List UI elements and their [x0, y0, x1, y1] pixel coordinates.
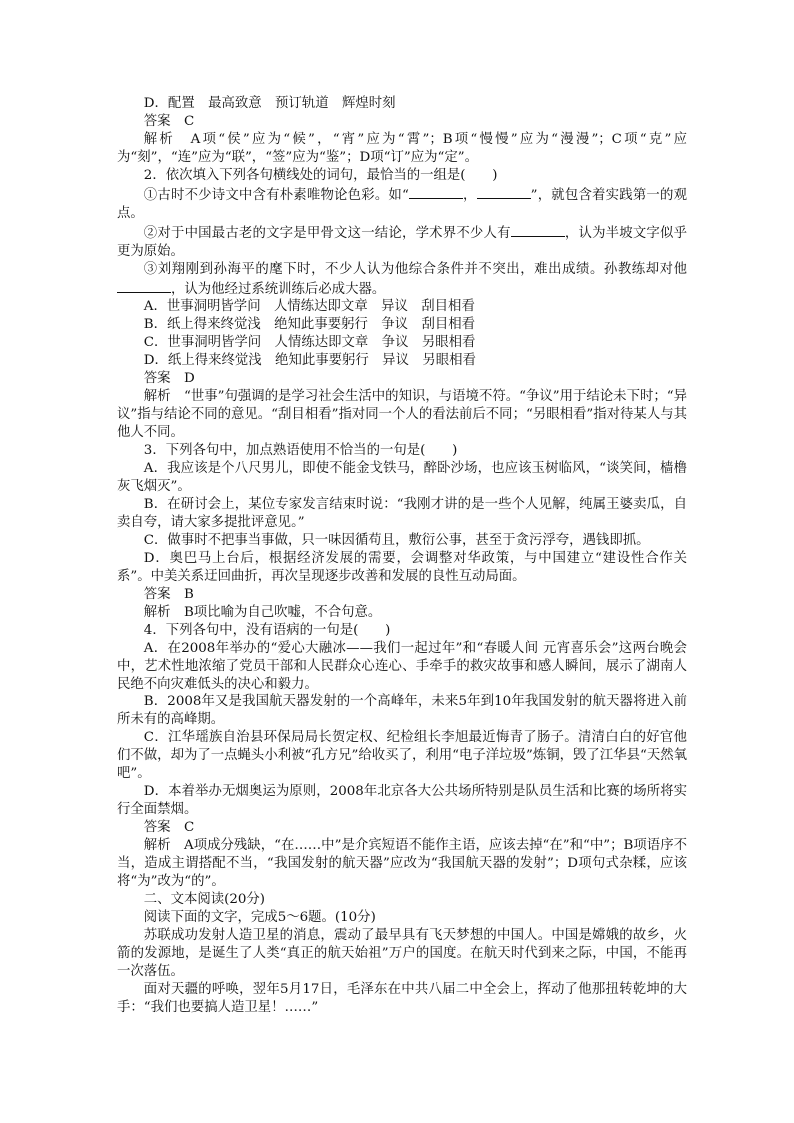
text-line-l26: 答案 C	[143, 820, 195, 836]
fill-blank-line	[409, 185, 463, 199]
text-line-l05	[117, 185, 687, 223]
text-line-l01: D．配置 最高致意 预订轨道 辉煌时刻	[143, 96, 396, 111]
text-line-l24: C．江华瑶族自治县环保局局长贺定权、纪检组长李旭最近悔青了肠子。清清白白的好官他们不做，却为了一点蝇头小利被“孔方兄”给收买了，利用“电子洋垃圾”炼铜，毁了江华县“天然氧吧”。	[117, 730, 687, 782]
text-line-l21: 4．下列各句中，没有语病的一句是( )	[143, 622, 391, 638]
text-line-l08: A．世事洞明皆学问 人情练达即文章 异议 刮目相看	[143, 299, 475, 315]
text-line-l10: C．世事洞明皆学问 人情练达即文章 争议 另眼相看	[143, 335, 476, 351]
text-line-l06	[117, 223, 687, 261]
document-page	[117, 95, 687, 1017]
text-line-l13: 解析 “世事”句强调的是学习社会生活中的知识，与语境不符。“争议”用于结论未下时；“异议”指与结论不同的意见。“刮目相看”指对同一个人的看法前后不同；“另眼相看”指对待某人与其他人不同。	[117, 389, 687, 441]
text-line-l20: 解析 B项比喻为自己吹嘘，不合句意。	[143, 604, 382, 620]
fill-blank-line	[511, 223, 565, 237]
text-line-l30: 苏联成功发射人造卫星的消息，震动了最早具有飞天梦想的中国人。中国是嫦娥的故乡，火箭的发源地，是诞生了人类“真正的航天始祖”万户的国度。在航天时代到来之际，中国，不能再一次落伍。	[117, 927, 687, 979]
text-line-l12: 答案 D	[143, 371, 195, 387]
text-line-l27: 解析 A项成分残缺，“在……中”是介宾短语不能作主语，应该去掉“在”和“中”；B项语序不当，造成主谓搭配不当，“我国发射的航天器”应改为“我国航天器的发射”；D项句式杂糅，应该将“为”改为“的”。	[117, 838, 687, 889]
fill-blank-line	[117, 279, 171, 293]
text-line-l28: 二、文本阅读(20分)	[143, 891, 266, 907]
text-line-l17: C．做事时不把事当事做，只一味因循苟且，敷衍公事，甚至于贪污浮夸，遇钱即抓。	[143, 532, 650, 548]
text-segment: ”，就包含着实践第一的观点。	[117, 187, 687, 221]
text-segment: ③刘翔刚到孙海平的麾下时，不少人认为他综合条件并不突出，难出成绩。孙教练却对他	[143, 261, 687, 277]
text-segment: ②对于中国最古老的文字是甲骨文这一结论，学术界不少人有	[143, 225, 511, 241]
text-line-l09: B．纸上得来终觉浅 绝知此事要躬行 争议 刮目相看	[143, 317, 476, 333]
text-line-l07	[117, 261, 687, 299]
text-segment: ，认为他经过系统训练后必成大器。	[171, 281, 386, 297]
text-line-l15: A．我应该是个八尺男儿，即使不能金戈铁马，醉卧沙场，也应该玉树临风，“谈笑间，樯橹灰飞烟灭”。	[117, 461, 687, 495]
text-line-l23: B．2008年又是我国航天器发射的一个高峰年，未来5年到10年我国发射的航天器将进入前所未有的高峰期。	[117, 694, 687, 728]
text-line-l22: A．在2008年举办的“爱心大融冰——我们一起过年”和“春暖人间 元宵喜乐会”这两台晚会中，艺术性地浓缩了党员干部和人民群众心连心、手牵手的救灾故事和感人瞬间，展示了湖南人民绝不向灾难低头的决心和毅力。	[117, 640, 687, 692]
text-line-l31: 面对天疆的呼唤，翌年5月17日，毛泽东在中共八届二中全会上，挥动了他那扭转乾坤的大手：“我们也要搞人造卫星！……”	[117, 981, 687, 1015]
text-line-l02: 答案 C	[143, 113, 195, 129]
text-line-l25: D．本着举办无烟奥运为原则，2008年北京各大公共场所特别是队员生活和比赛的场所将实行全面禁烟。	[117, 784, 687, 818]
text-segment: ，认为半坡文字似乎更为原始。	[117, 225, 688, 259]
fill-blank-line	[477, 185, 531, 199]
text-line-l16: B．在研讨会上，某位专家发言结束时说：“我刚才讲的是一些个人见解，纯属王婆卖瓜，自卖自夸，请大家多提批评意见。”	[117, 496, 687, 530]
text-line-l19: 答案 B	[143, 586, 194, 602]
text-line-l14: 3．下列各句中，加点熟语使用不恰当的一句是( )	[143, 443, 458, 459]
text-line-l04: 2．依次填入下列各句横线处的词句，最恰当的一组是( )	[143, 167, 498, 183]
text-line-l11: D．纸上得来终觉浅 绝知此事要躬行 异议 另眼相看	[143, 353, 476, 369]
text-line-l18: D．奥巴马上台后，根据经济发展的需要，会调整对华政策，与中国建立“建设性合作关系”。中美关系迂回曲折，再次呈现逐步改善和发展的良性互动局面。	[117, 550, 687, 584]
text-line-l29: 阅读下面的文字，完成5～6题。(10分)	[143, 909, 376, 925]
text-segment: ，	[462, 187, 477, 203]
text-segment: ①古时不少诗文中含有朴素唯物论色彩。如“	[143, 187, 409, 203]
text-line-l03: 解析 A项“侯”应为“候”，“宵”应为“霄”；B项“慢慢”应为“漫漫”；C项“克”应为“刻”，“连”应为“联”，“签”应为“鉴”；D项“订”应为“定”。	[117, 131, 687, 165]
